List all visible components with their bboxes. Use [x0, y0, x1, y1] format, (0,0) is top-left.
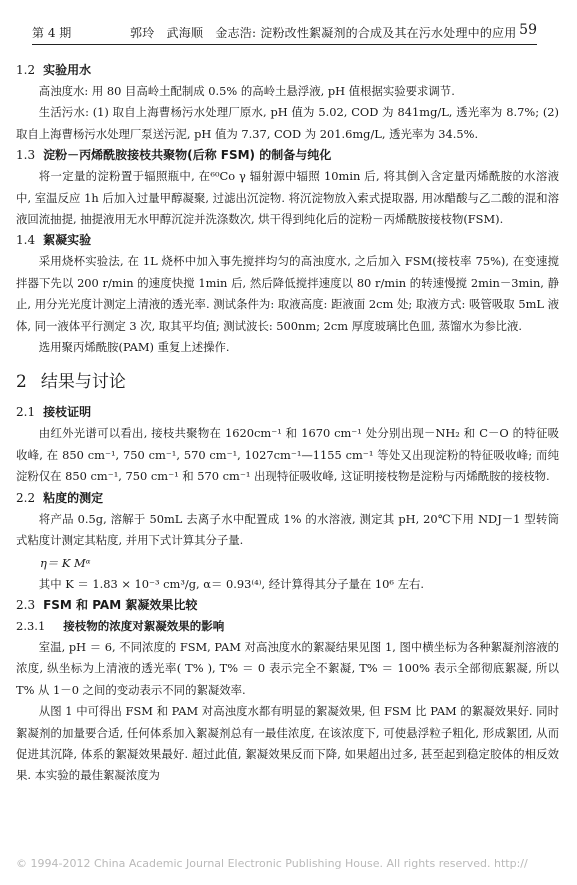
paragraph: 将一定量的淀粉置于辐照瓶中, 在⁶⁰Co γ 辐射源中辐照 10min 后, 将其倒入含定量丙烯酰胺的水溶液中, 室温反应 1h 后加入过量甲醇凝聚, 过滤出沉淀物. 将沉淀物放入索式提取器, 用冰醋酸与乙二酸的混和溶液回流抽提, 抽提液用无水甲醇沉淀并洗涤数次, 烘干得到纯化后的淀粉－丙烯酰胺接枝物(FSM). — [16, 169, 559, 227]
running-header — [32, 22, 537, 45]
section-heading-1-3: 1.3 淀粉－丙烯酰胺接枝共聚物(后称 FSM) 的制备与纯化 — [16, 148, 332, 163]
section-heading-2-3: 2.3 FSM 和 PAM 絮凝效果比较 — [16, 597, 198, 612]
article-body — [16, 60, 559, 787]
issue-number: 第 4 期 — [32, 26, 72, 40]
viscosity-formula: η＝ K Mᵅ — [40, 555, 91, 570]
section-heading-2-3-1: 2.3.1 接枝物的浓度对絮凝效果的影响 — [16, 618, 225, 633]
paragraph: 从图 1 中可得出 FSM 和 PAM 对高浊度水都有明显的絮凝效果, 但 FSM 比 PAM 的絮凝效果好. 同时絮凝剂的加量要合适, 任何体系加入絮凝剂总有一最佳浓度, 在该浓度下, 可使悬浮粒子粗化, 形成絮团, 从而促进其沉降, 体系的絮凝效果最好. 超过此值, 絮凝效果反而下降, 如果超出过多, 甚至起到稳定胶体的相反效果. 本实验的最佳絮凝浓度为 — [16, 704, 559, 783]
paragraph: 其中 K ＝ 1.83 × 10⁻³ cm³/g, α＝ 0.93⁽⁴⁾, 经计算得其分子量在 10⁶ 左右. — [38, 576, 424, 591]
paragraph: 室温, pH ＝ 6, 不同浓度的 FSM, PAM 对高浊度水的絮凝结果见图 1, 图中横坐标为各种絮凝剂溶液的浓度, 纵坐标为上清液的透光率( T% ), T% ＝ 0 表示完全不絮凝, T% ＝ 100% 表示全部彻底絮凝, 所以 T% 从 1－0 之间的变动表示不同的絮凝效率. — [16, 639, 559, 697]
running-title: 郭玲 武海顺 金志浩: 淀粉改性絮凝剂的合成及其在污水处理中的应用 — [130, 26, 517, 40]
section-heading-1-2: 1.2 实验用水 — [16, 63, 92, 77]
paragraph: 选用聚丙烯酰胺(PAM) 重复上述操作. — [38, 340, 230, 355]
paragraph: 将产品 0.5g, 溶解于 50mL 去离子水中配置成 1% 的水溶液, 测定其 pH, 20℃下用 NDJ－1 型转筒式粘度计测定其粘度, 并用下式计算其分子量. — [16, 511, 559, 548]
copyright-watermark: © 1994-2012 China Academic Journal Electronic Publishing House. All rights reserved. http:// — [16, 857, 528, 870]
paragraph: 由红外光谱可以看出, 接枝共聚物在 1620cm⁻¹ 和 1670 cm⁻¹ 处分别出现－NH₂ 和 C－O 的特征吸收峰, 在 850 cm⁻¹, 750 cm⁻¹, 570 cm⁻¹, 1027cm⁻¹—1155 cm⁻¹ 等处又出现淀粉的特征吸收峰; 而纯淀粉仅在 850 cm⁻¹, 750 cm⁻¹ 和 570 cm⁻¹ 出现特征吸收峰, 这证明接枝物是淀粉与丙烯酰胺的接枝物. — [16, 426, 559, 484]
section-heading-1-4: 1.4 絮凝实验 — [16, 233, 92, 248]
section-heading-2: 2 结果与讨论 — [16, 372, 126, 393]
paragraph: 生活污水: (1) 取自上海曹杨污水处理厂原水, pH 值为 5.02, COD 为 841mg/L, 透光率为 8.7%; (2) 取自上海曹杨污水处理厂泵送污泥, pH 值为 7.37, COD 为 201.6mg/L, 透光率为 34.5%. — [16, 105, 559, 141]
page-number: 59 — [519, 22, 537, 38]
paragraph: 采用烧杯实验法, 在 1L 烧杯中加入事先搅拌均匀的高浊度水, 之后加入 FSM(接枝率 75%), 在变速搅拌器下先以 200 r/min 的速度快搅 1min 后, 然后降低搅拌速度以 80 r/min 的转速慢搅 2min－3min, 静止, 用分光光度计测定上清液的透光率. 测试条件为: 取液高度: 距液面 2cm 处; 取液方式: 吸管吸取 5mL 液体, 同一液体平行测定 3 次, 取其平均值; 测试波长: 500nm; 2cm 厚度玻璃比色皿, 蒸馏水为参比液. — [16, 254, 559, 333]
paragraph: 高浊度水: 用 80 目高岭土配制成 0.5% 的高岭土悬浮液, pH 值根据实验要求调节. — [38, 84, 455, 98]
section-heading-2-1: 2.1 接枝证明 — [16, 405, 92, 420]
section-heading-2-2: 2.2 粘度的测定 — [16, 490, 104, 505]
